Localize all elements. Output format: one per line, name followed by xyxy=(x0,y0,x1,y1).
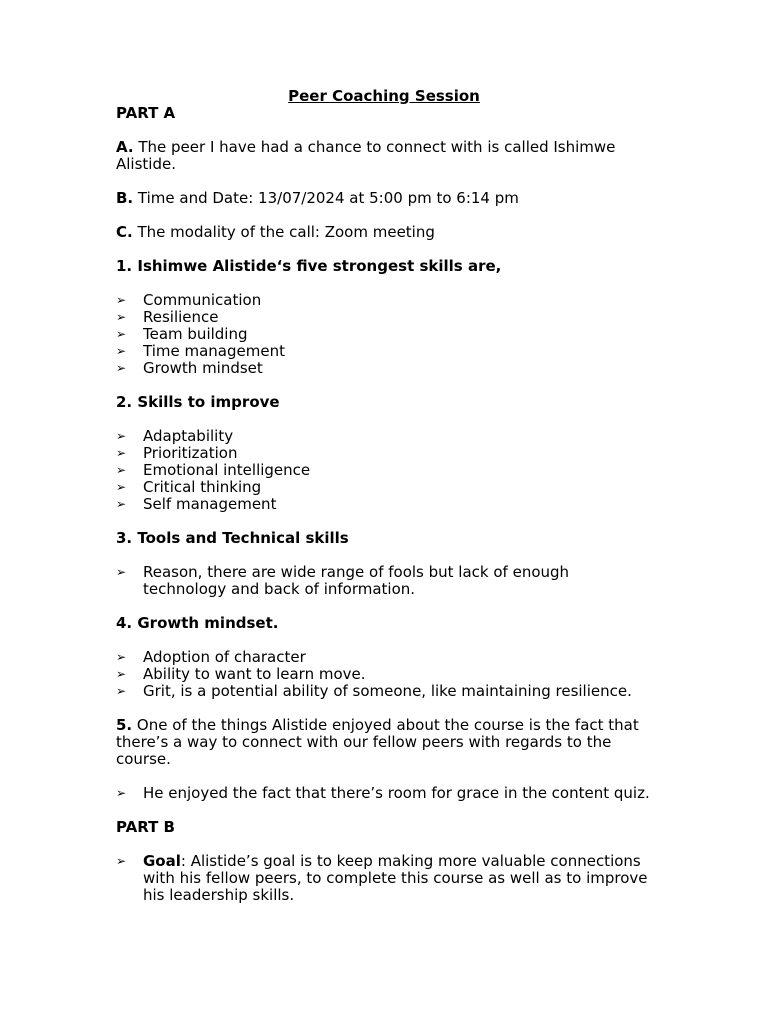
list-item-text: Reason, there are wide range of fools but lack of enough technology and back of information. xyxy=(143,563,570,598)
arrow-bullet-icon: ➢ xyxy=(116,361,127,375)
list-item xyxy=(116,853,656,904)
list-item-text: Team building xyxy=(143,325,248,343)
list-item-text: Adaptability xyxy=(143,427,234,445)
tools-technical-list xyxy=(116,564,656,598)
list-item xyxy=(116,666,656,683)
section-heading-strongest-skills: 1. Ishimwe Alistide‘s five strongest skills are, xyxy=(116,257,502,275)
list-item-text: Ability to want to learn move. xyxy=(143,665,366,683)
item-5-list xyxy=(116,785,656,802)
list-item-text: Grit, is a potential ability of someone, like maintaining resilience. xyxy=(143,682,632,700)
arrow-bullet-icon: ➢ xyxy=(116,293,127,307)
list-item-text: Self management xyxy=(143,495,277,513)
arrow-bullet-icon: ➢ xyxy=(116,463,127,477)
list-item-text: Time management xyxy=(143,342,285,360)
goal-text: : Alistide’s goal is to keep making more valuable connections with his fellow peers, to complete this course as well as to improve his leadership skills. xyxy=(143,852,648,904)
part-b-label: PART B xyxy=(116,818,175,836)
document-body xyxy=(116,88,656,921)
arrow-bullet-icon: ➢ xyxy=(116,786,127,800)
goal-label: Goal xyxy=(143,852,181,870)
growth-mindset-list xyxy=(116,649,656,700)
item-5-text: One of the things Alistide enjoyed about the course is the fact that there’s a way to connect with our fellow peers with regards to the course. xyxy=(116,716,639,768)
list-item xyxy=(116,683,656,700)
item-b-text: Time and Date: 13/07/2024 at 5:00 pm to 6:14 pm xyxy=(133,189,519,207)
list-item-text: Adoption of character xyxy=(143,648,306,666)
arrow-bullet-icon: ➢ xyxy=(116,854,127,868)
arrow-bullet-icon: ➢ xyxy=(116,650,127,664)
list-item-text: Communication xyxy=(143,291,262,309)
list-item xyxy=(116,309,656,326)
item-a-text: The peer I have had a chance to connect with is called Ishimwe Alistide. xyxy=(116,138,616,173)
item-c xyxy=(116,224,656,241)
list-item xyxy=(116,360,656,377)
list-item xyxy=(116,428,656,445)
part-a-label: PART A xyxy=(116,104,176,122)
item-c-text: The modality of the call: Zoom meeting xyxy=(132,223,435,241)
arrow-bullet-icon: ➢ xyxy=(116,667,127,681)
item-5-prefix: 5. xyxy=(116,716,133,734)
strongest-skills-list xyxy=(116,292,656,377)
list-item xyxy=(116,462,656,479)
arrow-bullet-icon: ➢ xyxy=(116,684,127,698)
list-item-text: Growth mindset xyxy=(143,359,263,377)
list-item xyxy=(116,292,656,309)
part-b-list xyxy=(116,853,656,904)
section-heading-growth-mindset: 4. Growth mindset. xyxy=(116,614,279,632)
list-item xyxy=(116,649,656,666)
document-title: Peer Coaching Session xyxy=(288,87,480,105)
list-item-text: Critical thinking xyxy=(143,478,262,496)
arrow-bullet-icon: ➢ xyxy=(116,497,127,511)
item-a xyxy=(116,139,656,173)
list-item-text: Prioritization xyxy=(143,444,238,462)
item-b-prefix: B. xyxy=(116,189,134,207)
section-heading-tools-technical-skills: 3. Tools and Technical skills xyxy=(116,529,349,547)
list-item xyxy=(116,343,656,360)
list-item xyxy=(116,564,656,598)
skills-to-improve-list xyxy=(116,428,656,513)
item-5 xyxy=(116,717,656,768)
arrow-bullet-icon: ➢ xyxy=(116,446,127,460)
arrow-bullet-icon: ➢ xyxy=(116,480,127,494)
arrow-bullet-icon: ➢ xyxy=(116,565,127,579)
arrow-bullet-icon: ➢ xyxy=(116,310,127,324)
list-item-text: Emotional intelligence xyxy=(143,461,311,479)
item-c-prefix: C. xyxy=(116,223,133,241)
list-item xyxy=(116,445,656,462)
list-item xyxy=(116,496,656,513)
arrow-bullet-icon: ➢ xyxy=(116,429,127,443)
item-b xyxy=(116,190,656,207)
list-item-text: Resilience xyxy=(143,308,219,326)
list-item xyxy=(116,326,656,343)
list-item-text: He enjoyed the fact that there’s room for grace in the content quiz. xyxy=(143,784,650,802)
list-item xyxy=(116,785,656,802)
item-a-prefix: A. xyxy=(116,138,134,156)
arrow-bullet-icon: ➢ xyxy=(116,344,127,358)
section-heading-skills-to-improve: 2. Skills to improve xyxy=(116,393,280,411)
arrow-bullet-icon: ➢ xyxy=(116,327,127,341)
list-item xyxy=(116,479,656,496)
